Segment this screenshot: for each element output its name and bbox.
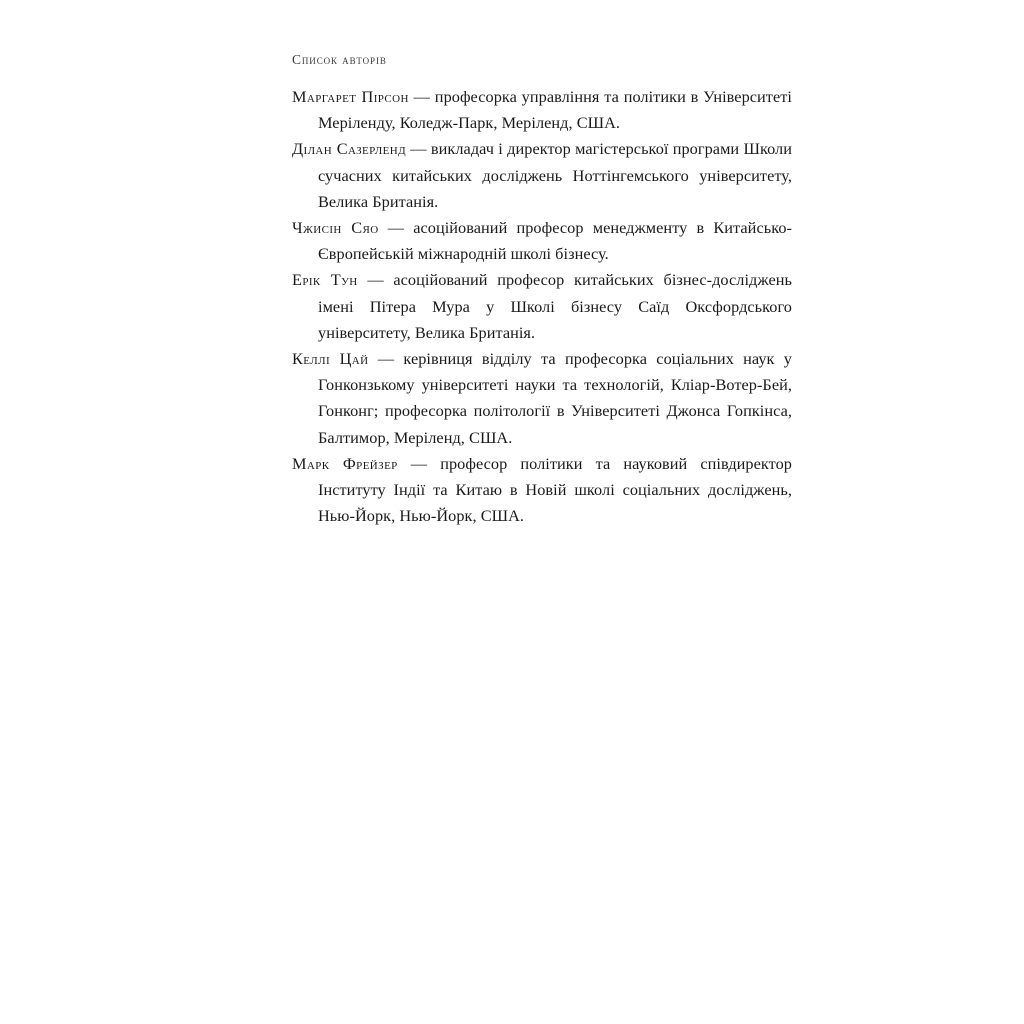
contributor-name: Маргарет Пірсон: [292, 87, 409, 106]
contributor-name: Ділан Сазерленд: [292, 139, 407, 159]
list-item: [292, 84, 792, 136]
list-item: [292, 346, 792, 451]
contributor-name: Чжисін Сяо: [292, 218, 379, 238]
running-head: Список авторів: [292, 52, 387, 67]
contributors-list: [292, 84, 792, 529]
list-item: [292, 215, 792, 267]
list-item: [292, 451, 792, 530]
contributor-name: Келлі Цай: [292, 349, 369, 369]
contributor-description: — асоційований професор китайських бізнес-досліджень імені Пітера Мура у Школі бізнесу Саїд Оксфордського університету, Велика Британія.: [318, 270, 792, 342]
contributor-description: — керівниця відділу та професорка соціальних наук у Гонконзькому університеті науки та технологій, Кліар-Вотер-Бей, Гонконг; професорка політології в Університеті Джонса Гопкінса, Балтимор, Меріленд, США.: [318, 349, 792, 447]
list-item: [292, 136, 792, 215]
contributor-description: — професор політики та науковий співдиректор Інституту Індії та Китаю в Новій школі соціальних досліджень, Нью-Йорк, Нью-Йорк, США.: [318, 453, 792, 526]
contributor-description: — професорка управління та політики в Університеті Меріленду, Коледж-Парк, Меріленд, США.: [318, 87, 792, 133]
contributor-description: — асоційований професор менеджменту в Китайсько-Європейській міжнародній школі бізнесу.: [318, 218, 792, 264]
contributor-description: — викладач і директор магістерської програми Школи сучасних китайських досліджень Ноттінгемського університету, Велика Британія.: [318, 139, 792, 211]
contributor-name: Марк Фрейзер: [292, 453, 398, 473]
list-item: [292, 267, 792, 346]
contributor-name: Ерік Тун: [292, 270, 358, 290]
